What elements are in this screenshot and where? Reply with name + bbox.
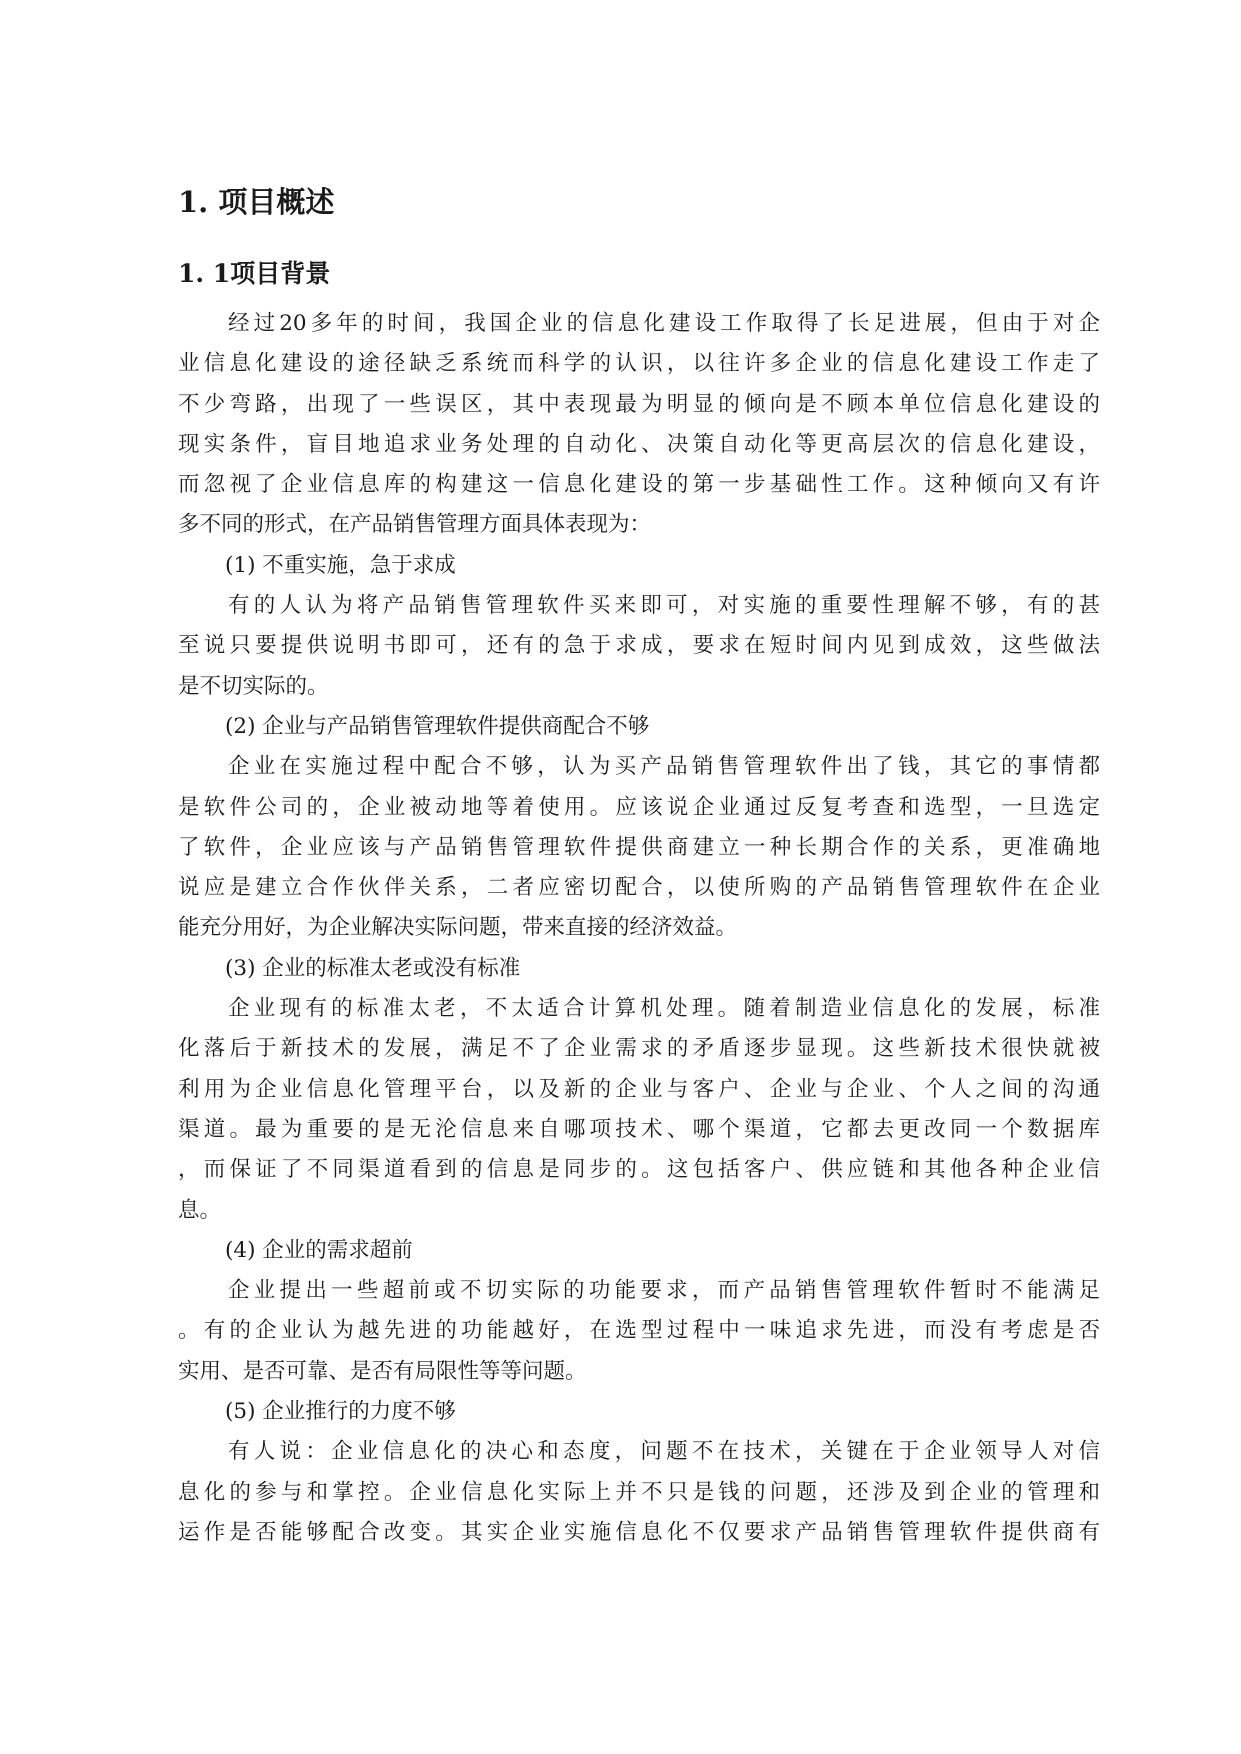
paragraph-line: 企业在实施过程中配合不够，认为买产品销售管理软件出了钱，其它的事情都: [228, 754, 1100, 780]
paragraph: [178, 989, 1100, 1231]
paragraph-line: 化落后于新技术的发展，满足不了企业需求的矛盾逐步显现。这些新技术很快就被: [178, 1036, 1100, 1062]
paragraph-line: 渠道。最为重要的是无沦信息来自哪项技术、哪个渠道，它都去更改同一个数据库: [178, 1116, 1100, 1142]
paragraph: [178, 586, 1100, 707]
paragraph-line: 有的人认为将产品销售管理软件买来即可，对实施的重要性理解不够，有的甚: [228, 593, 1100, 619]
paragraph-line: 了软件，企业应该与产品销售管理软件提供商建立一种长期合作的关系，更准确地: [178, 834, 1100, 860]
document-body: [178, 304, 1100, 1553]
paragraph-line: 不少弯路，出现了一些误区，其中表现最为明显的倾向是不顾本单位信息化建设的: [178, 391, 1100, 417]
list-item-heading: (5) 企业推行的力度不够: [225, 1399, 456, 1425]
paragraph-line: 息化的参与和掌控。企业信息化实际上并不只是钱的问题，还涉及到企业的管理和: [178, 1479, 1100, 1505]
paragraph-line: 。有的企业认为越先进的功能越好，在选型过程中一味追求先进，而没有考虑是否: [178, 1318, 1100, 1344]
paragraph-line: 企业提出一些超前或不切实际的功能要求，而产品销售管理软件暂时不能满足: [228, 1278, 1100, 1304]
list-item-heading: (4) 企业的需求超前: [225, 1237, 413, 1263]
paragraph-line: 现实条件，盲目地追求业务处理的自动化、决策自动化等更高层次的信息化建设，: [178, 431, 1100, 457]
paragraph: [178, 747, 1100, 948]
paragraph-line: 运作是否能够配合改变。其实企业实施信息化不仅要求产品销售管理软件提供商有: [178, 1519, 1100, 1545]
paragraph-line: 而忽视了企业信息库的构建这一信息化建设的第一步基础性工作。这种倾向又有许: [178, 472, 1100, 498]
list-item-heading: (2) 企业与产品销售管理软件提供商配合不够: [225, 713, 650, 739]
paragraph-line: 企业现有的标准太老，不太适合计算机处理。随着制造业信息化的发展，标准: [228, 996, 1100, 1022]
paragraph: [178, 1432, 1100, 1553]
paragraph-line: ，而保证了不同渠道看到的信息是同步的。这包括客户、供应链和其他各种企业信: [178, 1157, 1100, 1183]
paragraph-line: 是软件公司的，企业被动地等着使用。应该说企业通过反复考查和选型，一旦选定: [178, 794, 1100, 820]
page-content: [178, 178, 1100, 1553]
paragraph-line: 息。: [178, 1197, 222, 1223]
paragraph-line: 至说只要提供说明书即可，还有的急于求成，要求在短时间内见到成效，这些做法: [178, 633, 1100, 659]
paragraph-line: 实用、是否可靠、是否有局限性等等问题。: [178, 1358, 587, 1384]
paragraph: [178, 304, 1100, 546]
paragraph-line: 多不同的形式，在产品销售管理方面具体表现为：: [178, 512, 652, 538]
paragraph-line: 业信息化建设的途径缺乏系统而科学的认识，以往许多企业的信息化建设工作走了: [178, 351, 1100, 377]
paragraph-line: 是不切实际的。: [178, 673, 329, 699]
subsection-heading: 1. 1项目背景: [178, 259, 331, 288]
paragraph-line: 有人说：企业信息化的决心和态度，问题不在技术，关键在于企业领导人对信: [228, 1439, 1100, 1465]
list-item-heading: (3) 企业的标准太老或没有标准: [225, 955, 521, 981]
list-item-heading: (1) 不重实施，急于求成: [225, 552, 456, 578]
section-heading: 1. 项目概述: [178, 185, 335, 219]
paragraph: [178, 1271, 1100, 1392]
paragraph-line: 能充分用好，为企业解决实际问题，带来直接的经济效益。: [178, 915, 738, 941]
paragraph-line: 经过20多年的时间，我国企业的信息化建设工作取得了长足进展，但由于对企: [228, 311, 1100, 336]
paragraph-line: 说应是建立合作伙伴关系，二者应密切配合，以使所购的产品销售管理软件在企业: [178, 875, 1100, 901]
paragraph-line: 利用为企业信息化管理平台，以及新的企业与客户、企业与企业、个人之间的沟通: [178, 1076, 1100, 1102]
